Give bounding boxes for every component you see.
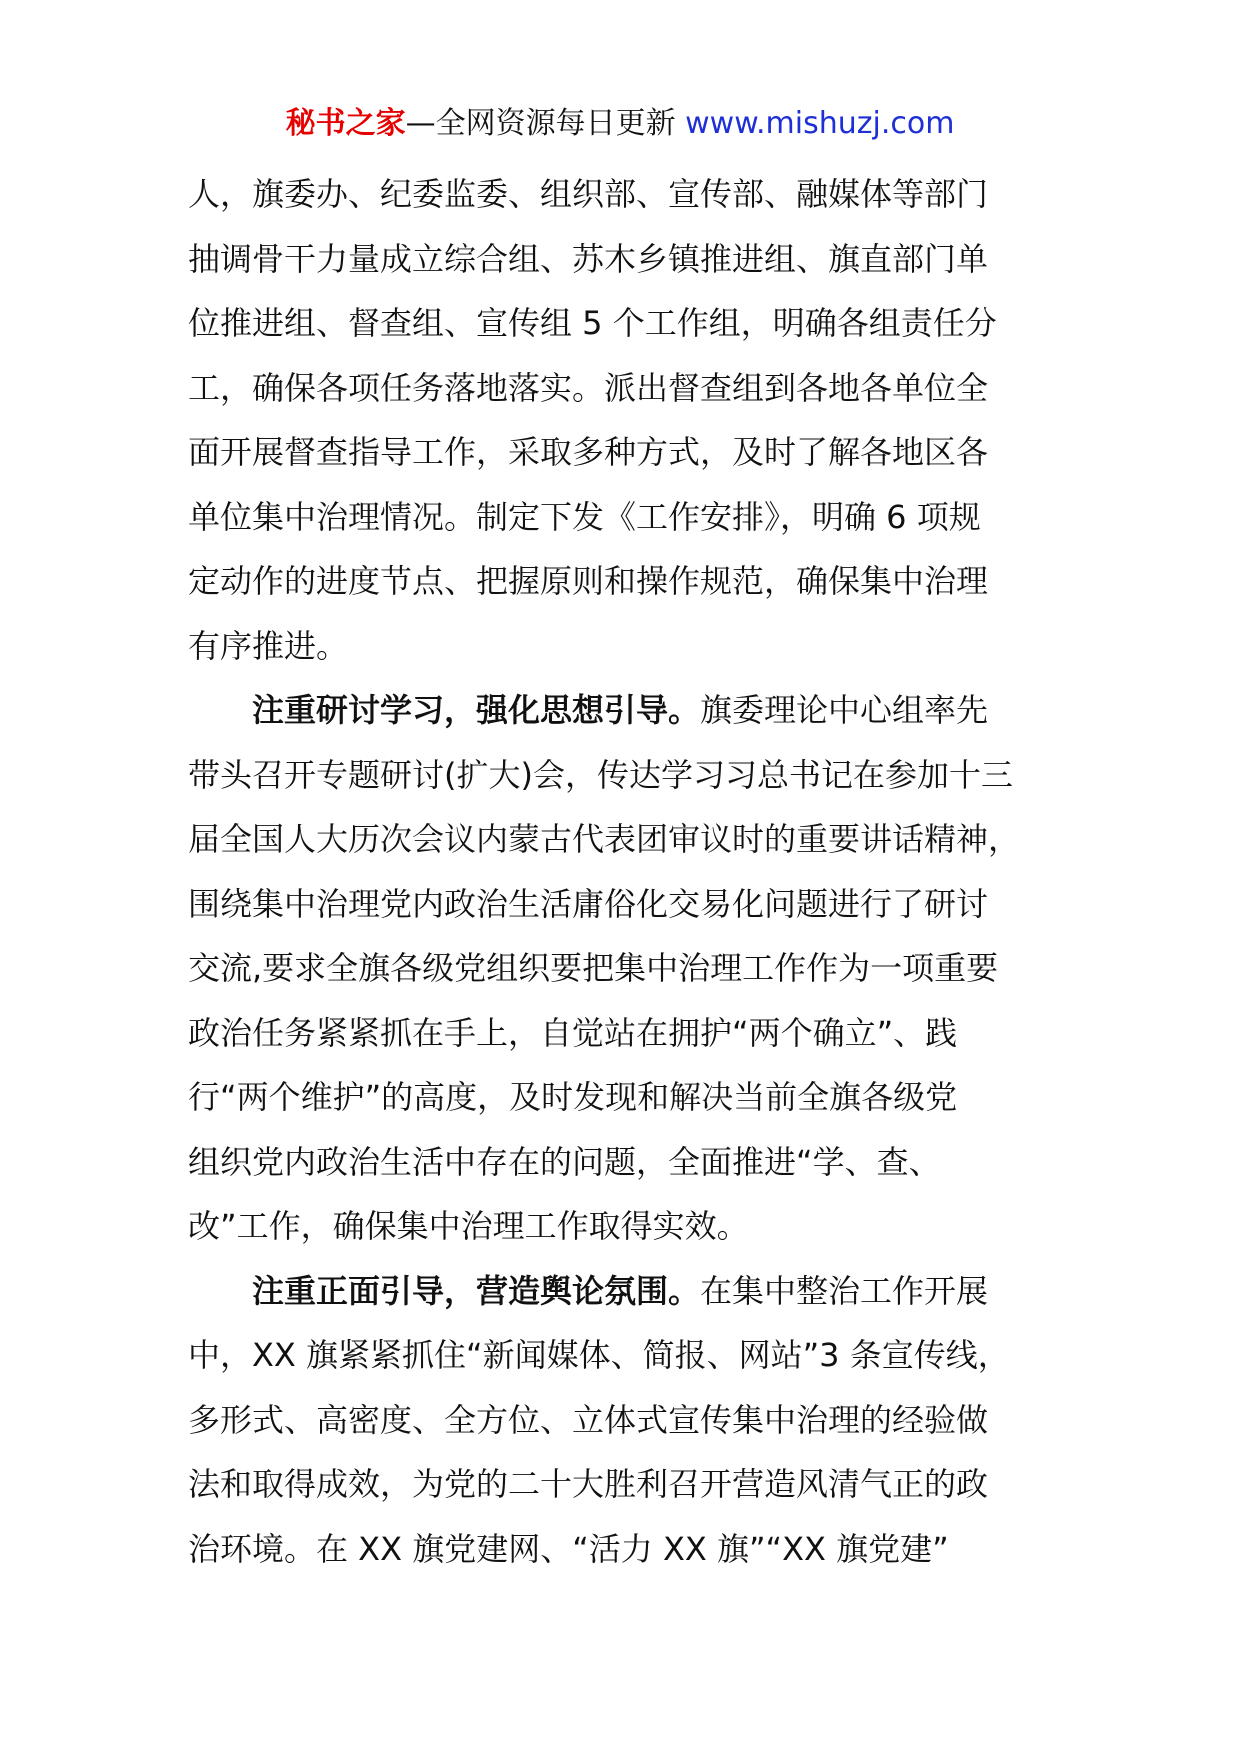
text-line: 人，旗委办、纪委监委、组织部、宣传部、融媒体等部门	[188, 175, 989, 213]
header-tagline: —全网资源每日更新	[405, 106, 676, 141]
document-body	[188, 162, 1188, 1581]
text-line: 带头召开专题研讨(扩大)会，传达学习习总书记在参加十三	[188, 755, 1013, 794]
text-line: 定动作的进度节点、把握原则和操作规范，确保集中治理	[188, 562, 989, 600]
site-url: www.mishuzj.com	[685, 106, 955, 141]
text-run: 在集中整治工作开展	[700, 1271, 989, 1310]
text-run: 旗委理论中心组率先	[700, 691, 989, 729]
text-line: 位推进组、督查组、宣传组 5 个工作组，明确各组责任分	[188, 304, 997, 342]
text-line: 治环境。在 XX 旗党建网、“活力 XX 旗”“XX 旗党建”	[188, 1529, 949, 1568]
text-line: 抽调骨干力量成立综合组、苏木乡镇推进组、旗直部门单	[188, 239, 989, 278]
text-line: 组织党内政治生活中存在的问题，全面推进“学、查、	[188, 1142, 941, 1181]
text-line: 多形式、高密度、全方位、立体式宣传集中治理的经验做	[188, 1400, 989, 1439]
text-line: 交流,要求全旗各级党组织要把集中治理工作作为一项重要	[188, 949, 999, 987]
text-line: 政治任务紧紧抓在手上，自觉站在拥护“两个确立”、践	[188, 1013, 958, 1052]
paragraph-heading: 注重研讨学习，强化思想引导。	[252, 691, 701, 729]
site-header	[0, 104, 1240, 144]
brand-name: 秘书之家	[285, 106, 406, 141]
text-line: 围绕集中治理党内政治生活庸俗化交易化问题进行了研讨	[188, 884, 989, 923]
paragraph-first-line	[188, 1259, 1188, 1324]
paragraph-1	[188, 162, 1188, 678]
text-line: 有序推进。	[188, 626, 349, 665]
text-line: 法和取得成效，为党的二十大胜利召开营造风清气正的政	[188, 1465, 989, 1503]
text-line: 改”工作，确保集中治理工作取得实效。	[188, 1207, 749, 1245]
paragraph-3	[188, 1259, 1188, 1582]
paragraph-2	[188, 678, 1188, 1259]
text-line: 工，确保各项任务落地落实。派出督查组到各地各单位全	[188, 368, 989, 407]
text-line: 中，XX 旗紧紧抓住“新闻媒体、简报、网站”3 条宣传线，	[188, 1336, 1010, 1374]
text-line: 行“两个维护”的高度，及时发现和解决当前全旗各级党	[188, 1078, 958, 1116]
text-line: 届全国人大历次会议内蒙古代表团审议时的重要讲话精神，	[188, 820, 1021, 858]
paragraph-first-line	[188, 678, 1188, 743]
text-line: 单位集中治理情况。制定下发《工作安排》，明确 6 项规	[188, 497, 981, 536]
text-line: 面开展督查指导工作，采取多种方式，及时了解各地区各	[188, 433, 989, 471]
paragraph-heading: 注重正面引导，营造舆论氛围。	[252, 1271, 701, 1310]
